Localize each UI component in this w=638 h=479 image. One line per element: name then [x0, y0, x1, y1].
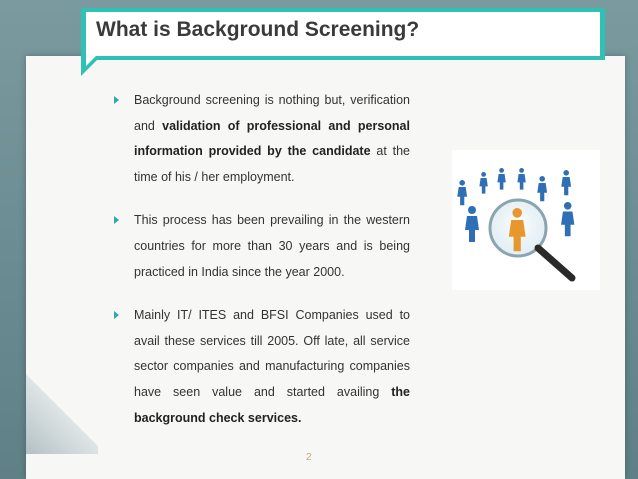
- bullet-item: [110, 88, 410, 190]
- bullet-list: [110, 88, 410, 449]
- bullet-text: Mainly IT/ ITES and BFSI Companies used to avail these services till 2005. Off late, all service sector companies and manufacturing companies have seen value and started availing the background check services.: [134, 308, 410, 425]
- title-banner-tail-inner: [86, 56, 96, 66]
- bullet-text: This process has been prevailing in the western countries for more than 30 years and is being practiced in India since the year 2000.: [134, 213, 410, 279]
- magnifier-handle-icon: [538, 248, 572, 278]
- bullet-item: [110, 208, 410, 285]
- page-curl: [26, 368, 98, 454]
- magnifier-people-icon: [452, 150, 600, 290]
- page-number: 2: [306, 452, 312, 463]
- bullet-item: [110, 303, 410, 431]
- bullet-text: Background screening is nothing but, verification and validation of professional and personal information provided by the candidate at the time of his / her employment.: [134, 93, 411, 184]
- magnifier-people-graphic: [452, 150, 600, 290]
- slide-title: What is Background Screening?: [96, 18, 420, 41]
- bullet-arrow-icon: [114, 216, 119, 224]
- bullet-arrow-icon: [114, 96, 119, 104]
- bullet-arrow-icon: [114, 311, 119, 319]
